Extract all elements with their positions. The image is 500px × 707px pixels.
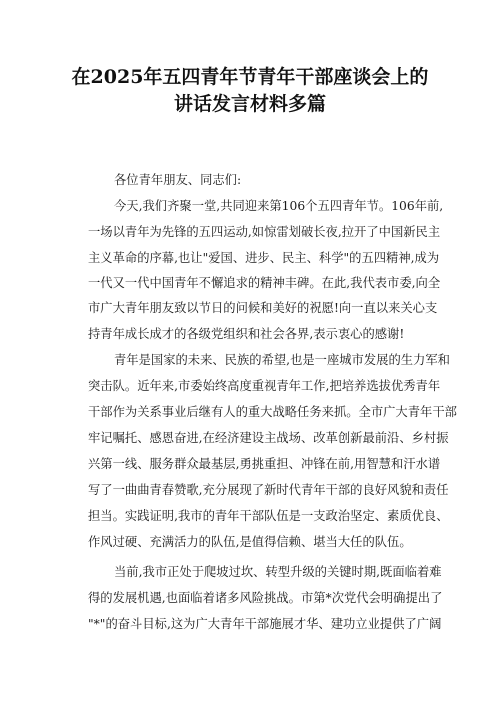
paragraph-line: 写了一曲曲青春赞歌,充分展现了新时代青年干部的良好风貌和责任 [88, 483, 449, 497]
paragraph-line: 今天,我们齐聚一堂,共同迎来第106个五四青年节。106年前, [114, 199, 444, 213]
paragraph-line: 当前,我市正处于爬坡过坎、转型升级的关键时期,既面临着难 [114, 565, 442, 579]
paragraph-line: 市广大青年朋友致以节日的问候和美好的祝愿!向一直以来关心支 [88, 301, 438, 315]
paragraph-line: 青年是国家的未来、民族的希望,也是一座城市发展的生力军和 [114, 353, 450, 367]
paragraph-line: "*"的奋斗目标,这为广大青年干部施展才华、建功立业提供了广阔 [88, 617, 442, 631]
paragraph-line: 得的发展机遇,也面临着诸多风险挑战。市第*次党代会明确提出了 [88, 591, 443, 605]
paragraph-line: 一代又一代中国青年不懈追求的精神丰碑。在此,我代表市委,向全 [88, 276, 441, 290]
paragraph-line: 作风过硬、充满活力的队伍,是值得信赖、堪当大任的队伍。 [88, 535, 412, 549]
salutation: 各位青年朋友、同志们: [114, 173, 242, 187]
paragraph-line: 干部作为关系事业后继有人的重大战略任务来抓。全市广大青年干部 [88, 405, 457, 419]
paragraph-line: 主义革命的序幕,也让"爱国、进步、民主、科学"的五四精神,成为 [88, 251, 440, 265]
document-title-line-2: 讲话发言材料多篇 [173, 93, 326, 115]
paragraph-line: 突击队。近年来,市委始终高度重视青年工作,把培养选拔优秀青年 [88, 379, 441, 393]
document-title-line-1: 在2025年五四青年节青年干部座谈会上的 [71, 66, 429, 88]
paragraph-line: 持青年成长成才的各级党组织和社会各界,表示衷心的感谢! [88, 327, 405, 341]
paragraph-line: 牢记嘱托、感恩奋进,在经济建设主战场、改革创新最前沿、乡村振 [88, 431, 449, 445]
paragraph-line: 兴第一线、服务群众最基层,勇挑重担、冲锋在前,用智慧和汗水谱 [88, 457, 441, 471]
paragraph-line: 担当。实践证明,我市的青年干部队伍是一支政治坚定、素质优良、 [88, 509, 449, 523]
paragraph-line: 一场以青年为先锋的五四运动,如惊雷划破长夜,拉开了中国新民主 [88, 225, 441, 239]
